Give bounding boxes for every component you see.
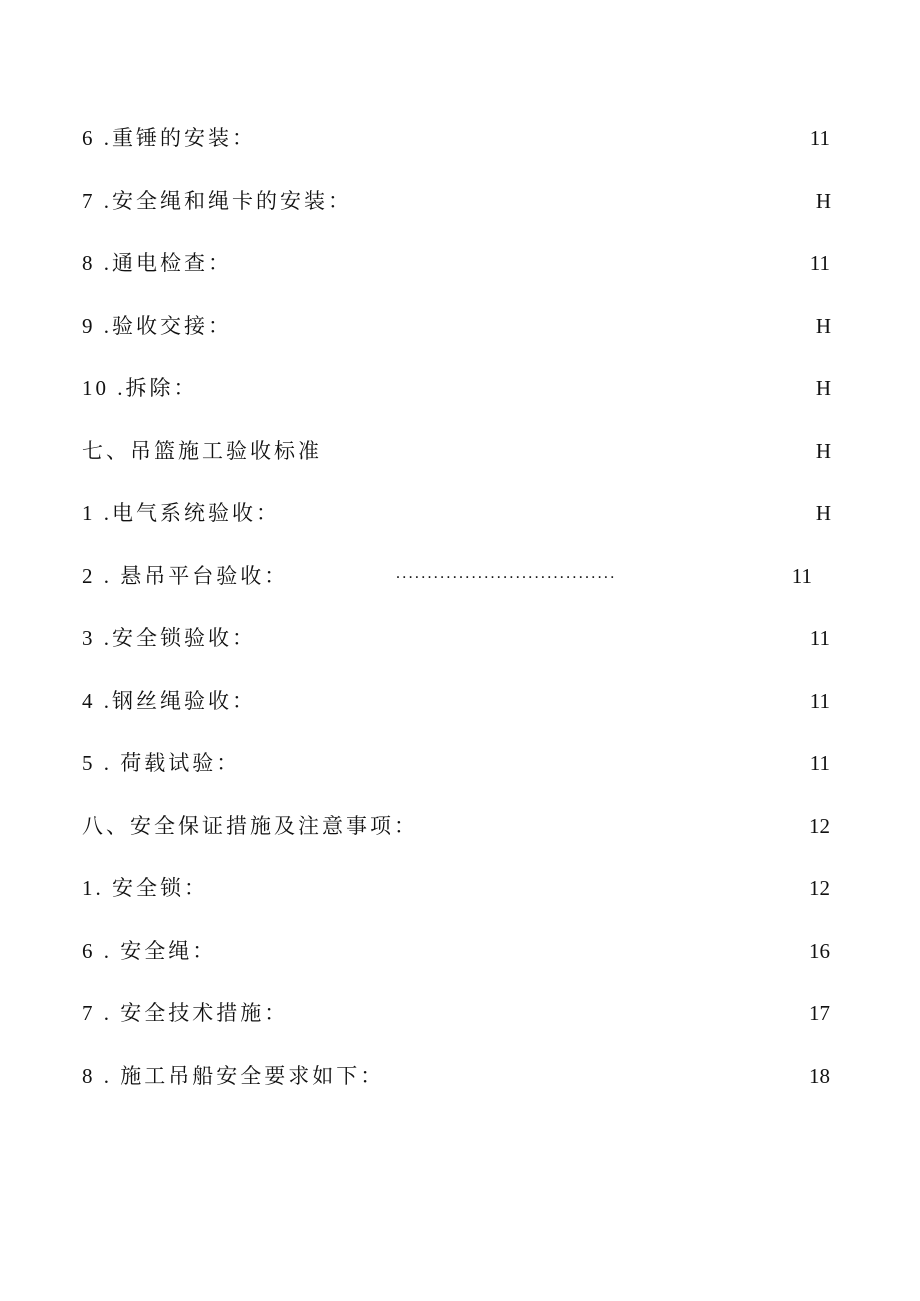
toc-entry bbox=[0, 183, 920, 219]
toc-entry-page: 12 bbox=[809, 876, 830, 900]
toc-entry bbox=[0, 870, 920, 906]
toc-entry-page: 11 bbox=[809, 251, 830, 275]
toc-entry bbox=[0, 745, 920, 781]
toc-entry bbox=[0, 120, 920, 156]
toc-entry-page: 11 bbox=[809, 626, 830, 650]
toc-entry-page: 11 bbox=[791, 564, 812, 588]
toc-entry-page: 16 bbox=[809, 939, 830, 963]
toc-entry-title: 7 . 安全技术措施： bbox=[82, 1001, 289, 1025]
toc-entry-page: H bbox=[815, 501, 831, 525]
toc-entry-page: H bbox=[815, 314, 831, 338]
toc-entry-title: 9 .验收交接： bbox=[82, 314, 232, 338]
toc-entry-page: H bbox=[815, 189, 831, 213]
toc-entry-title: 2 . 悬吊平台验收： bbox=[82, 564, 289, 588]
toc-entry bbox=[0, 620, 920, 656]
toc-entry-title: 8 .通电检查： bbox=[82, 251, 232, 275]
toc-entry bbox=[0, 245, 920, 281]
toc-entry-title: 6 . 安全绳： bbox=[82, 939, 217, 963]
toc-entry-title: 七、吊篮施工验收标准 bbox=[82, 439, 322, 463]
toc-entry-page: 11 bbox=[809, 126, 830, 150]
toc-entry-title: 4 .钢丝绳验收： bbox=[82, 689, 256, 713]
toc-entry-title: 1. 安全锁： bbox=[82, 876, 208, 900]
toc-entry-page: 18 bbox=[809, 1064, 830, 1088]
toc-entry-page: 12 bbox=[809, 814, 830, 838]
toc-entry-title: 7 .安全绳和绳卡的安装： bbox=[82, 189, 352, 213]
toc-entry-page: 17 bbox=[809, 1001, 830, 1025]
toc-entry bbox=[0, 995, 920, 1031]
toc-entry-title: 8 . 施工吊船安全要求如下： bbox=[82, 1064, 385, 1088]
toc-entry-title: 5 . 荷载试验： bbox=[82, 751, 241, 775]
toc-entry bbox=[0, 933, 920, 969]
toc-section-heading bbox=[0, 433, 920, 469]
toc-entry bbox=[0, 495, 920, 531]
toc-entry-title: 3 .安全锁验收： bbox=[82, 626, 256, 650]
toc-section-heading bbox=[0, 808, 920, 844]
toc-entry bbox=[0, 558, 920, 594]
toc-entry-title: 1 .电气系统验收： bbox=[82, 501, 280, 525]
toc-entry bbox=[0, 308, 920, 344]
toc-entry-title: 八、安全保证措施及注意事项： bbox=[82, 814, 418, 838]
toc-entry bbox=[0, 683, 920, 719]
toc-entry-page: H bbox=[815, 376, 831, 400]
toc-entry bbox=[0, 1058, 920, 1094]
toc-leader-dots: ................................... bbox=[396, 565, 617, 582]
toc-entry-page: 11 bbox=[809, 751, 830, 775]
toc-entry bbox=[0, 370, 920, 406]
toc-entry-page: 11 bbox=[809, 689, 830, 713]
toc-entry-title: 6 .重锤的安装： bbox=[82, 126, 256, 150]
toc-entry-page: H bbox=[815, 439, 831, 463]
toc-entry-title: 10 .拆除： bbox=[82, 376, 198, 400]
